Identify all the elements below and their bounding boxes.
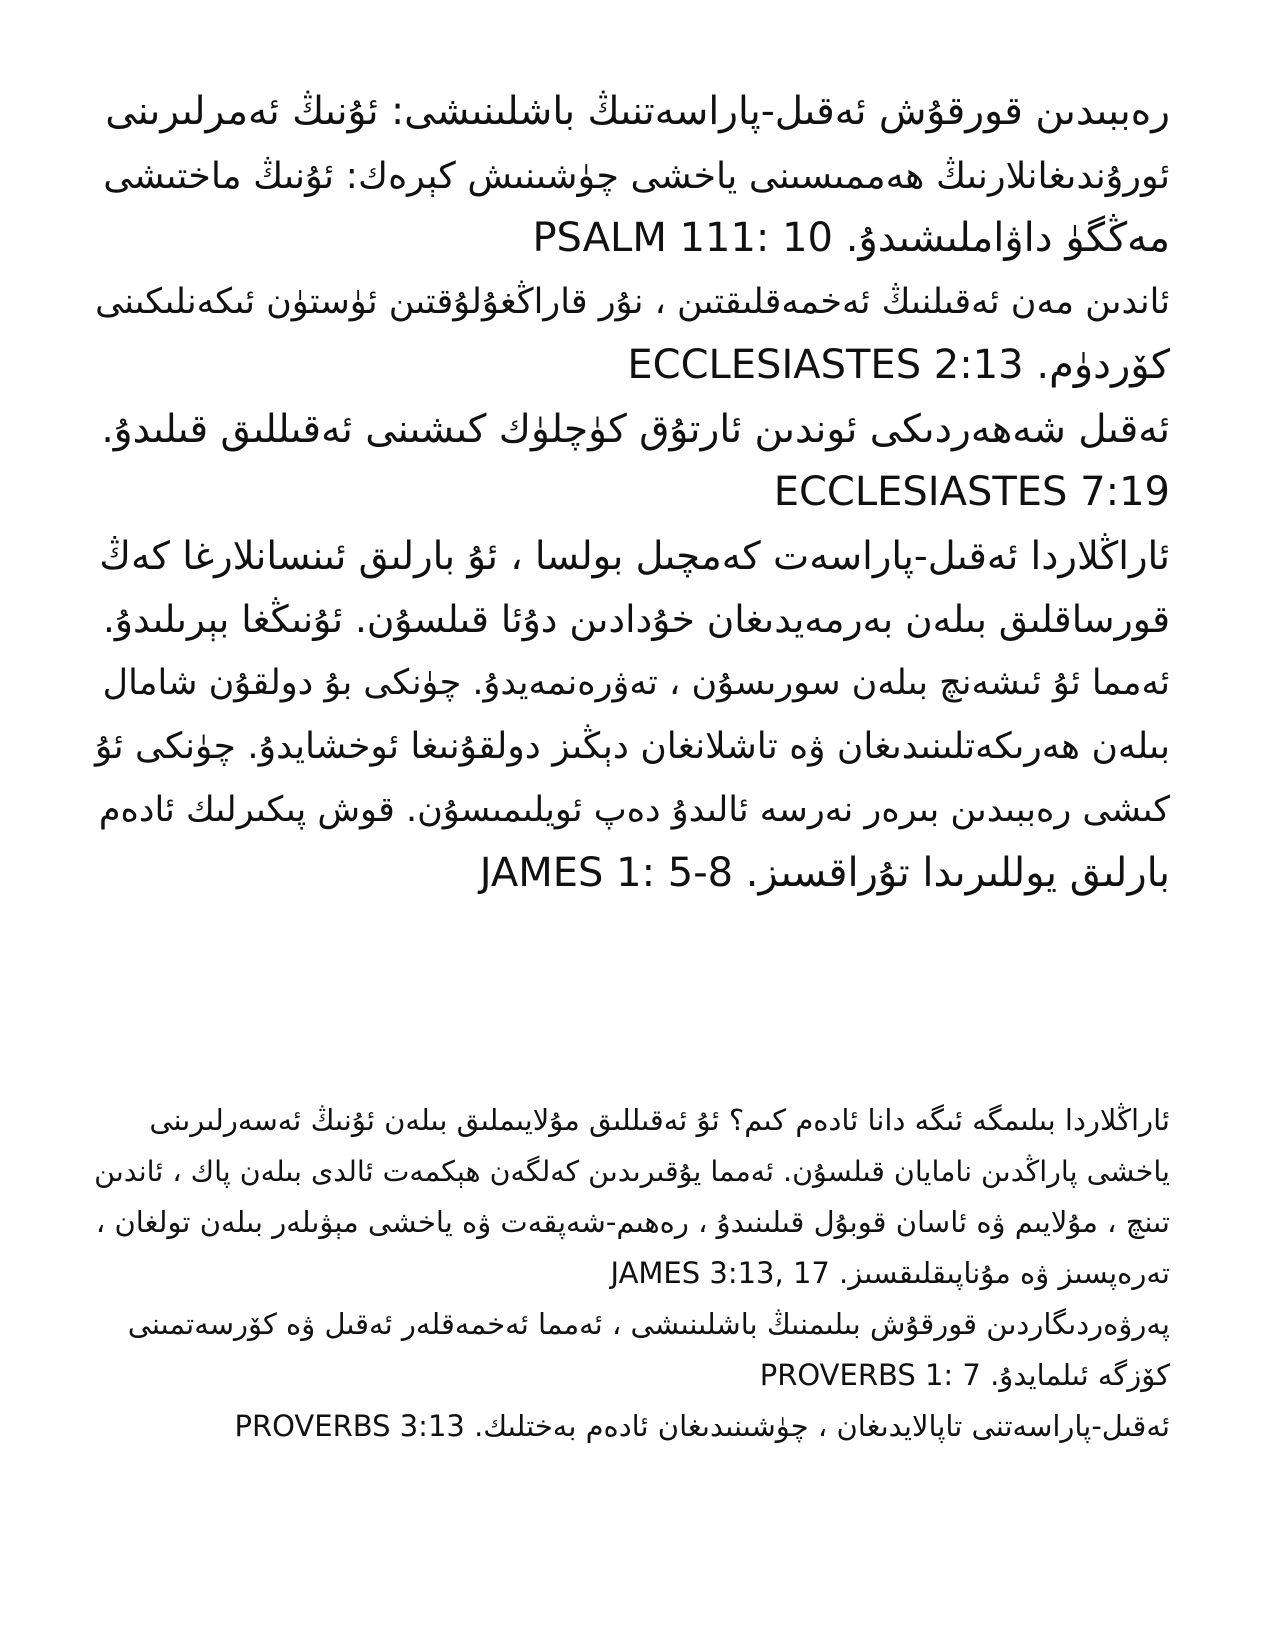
text-line: تىنچ ، مۇلايىم ۋە ئاسان قوبۇل قىلىنىدۇ ، رەھىم-شەپقەت ۋە ياخشى مېۋىلەر بىلەن تولغان ،: [95, 1205, 1170, 1239]
text-line: تەرەپسىز ۋە مۇناپىقلىقسىز. JAMES 3:13, 17: [610, 1256, 1170, 1290]
text-line: كۆزگە ئىلمايدۇ. PROVERBS 1: 7: [759, 1358, 1170, 1392]
text-line: قورساقلىق بىلەن بەرمەيدىغان خۇدادىن دۇئا قىلسۇن. ئۇنىڭغا بېرىلىدۇ.: [103, 597, 1170, 641]
secondary-scripture-paragraph: [80, 1095, 1170, 1452]
text-line: كىشى رەببىدىن بىرەر نەرسە ئالىدۇ دەپ ئويلىمىسۇن. قوش پىكىرلىك ئادەم: [98, 789, 1170, 830]
text-line: كۆردۈم. ECCLESIASTES 2:13: [627, 342, 1170, 388]
text-line: ئاراڭلاردا ئەقىل-پاراسەت كەمچىل بولسا ، ئۇ بارلىق ئىنسانلارغا كەڭ: [99, 533, 1170, 579]
text-line: رەببىدىن قورقۇش ئەقىل-پاراسەتنىڭ باشلىنىشى: ئۇنىڭ ئەمرلىرىنى: [105, 89, 1170, 134]
text-line: ئەمما ئۇ ئىشەنچ بىلەن سورىسۇن ، تەۋرەنمەيدۇ. چۈنكى بۇ دولقۇن شامال: [102, 662, 1170, 703]
text-line: ئەقىل-پاراسەتنى تاپالايدىغان ، چۈشىنىدىغان ئادەم بەختلىك. PROVERBS 3:13: [234, 1409, 1170, 1443]
text-line: ئاندىن مەن ئەقىلنىڭ ئەخمەقلىقتىن ، نۇر قاراڭغۇلۇقتىن ئۈستۈن ئىكەنلىكىنى: [95, 281, 1170, 322]
text-line: ئەقىل شەھەردىكى ئوندىن ئارتۇق كۈچلۈك كىشىنى ئەقىللىق قىلىدۇ.: [101, 406, 1170, 452]
text-line: ياخشى پاراڭدىن نامايان قىلسۇن. ئەمما يۇقىرىدىن كەلگەن ھېكمەت ئالدى بىلەن پاك ، ئاندىن: [94, 1155, 1170, 1188]
text-line: بارلىق يوللىرىدا تۇراقسىز. JAMES 1: 5-8: [479, 850, 1170, 896]
main-scripture-paragraph: [95, 80, 1170, 906]
text-line: مەڭگۈ داۋاملىشىدۇ. PSALM 111: 10: [532, 215, 1170, 261]
text-line: ئاراڭلاردا بىلىمگە ئىگە دانا ئادەم كىم؟ ئۇ ئەقىللىق مۇلايىملىق بىلەن ئۇنىڭ ئەسەرلىرىنى: [149, 1103, 1170, 1137]
text-line: بىلەن ھەرىكەتلىنىدىغان ۋە تاشلانغان دېڭىز دولقۇنىغا ئوخشايدۇ. چۈنكى ئۇ: [95, 726, 1170, 767]
text-line: ECCLESIASTES 7:19: [773, 469, 1170, 515]
text-line: پەرۋەردىگاردىن قورقۇش بىلىمنىڭ باشلىنىشى ، ئەمما ئەخمەقلەر ئەقىل ۋە كۆرسەتمىنى: [127, 1307, 1170, 1341]
text-line: ئورۇندىغانلارنىڭ ھەممىسىنى ياخشى چۈشىنىش كېرەك: ئۇنىڭ ماختىشى: [103, 153, 1170, 197]
